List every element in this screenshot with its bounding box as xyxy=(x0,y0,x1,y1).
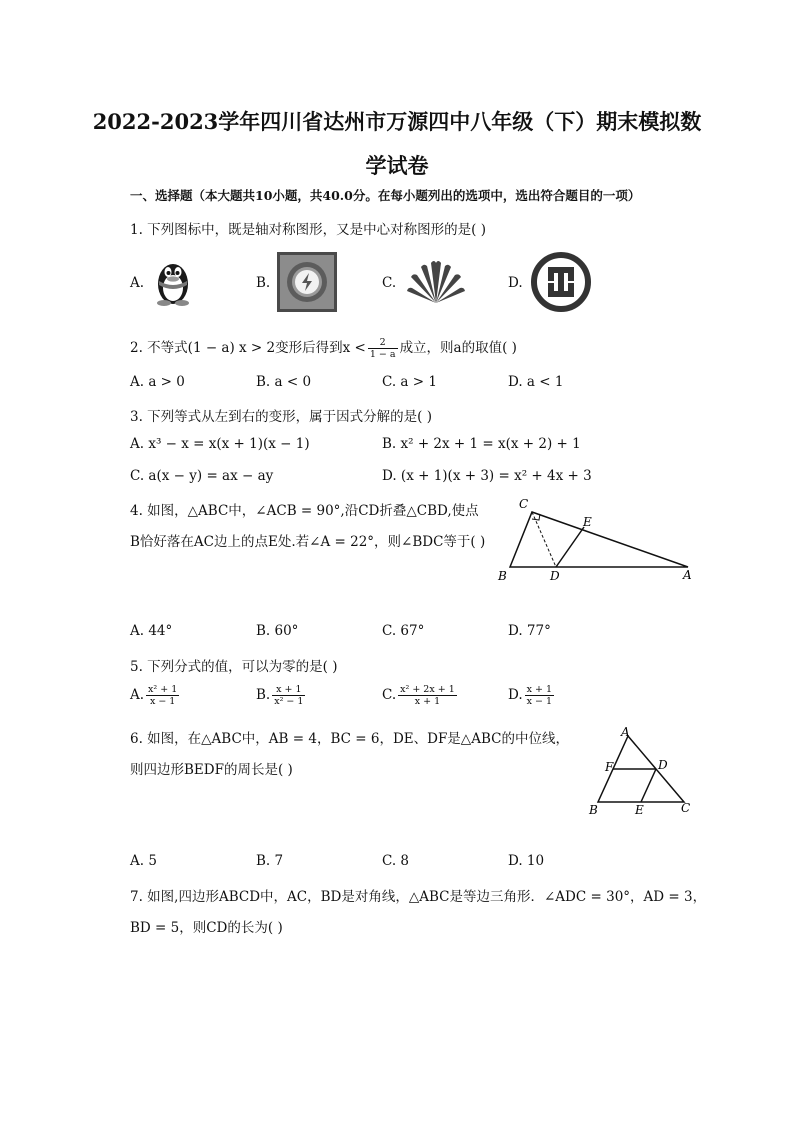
q5-option-a-label: A. xyxy=(130,687,145,703)
q6-triangle-figure xyxy=(580,722,700,822)
q6-label-a: A xyxy=(621,725,630,739)
question-4-line2: B恰好落在AC边上的点E处.若∠A = 22°，则∠BDC等于( ) xyxy=(130,534,486,550)
q4-label-c: C xyxy=(519,497,529,511)
q2-frac-den: 1 − a xyxy=(369,349,396,360)
q3-option-b: B. x² + 2x + 1 = x(x + 2) + 1 xyxy=(382,436,581,452)
q1-option-d-label: D. xyxy=(508,275,523,291)
q2-stem-post: 成立，则a的取值( ) xyxy=(399,340,517,356)
icbc-bank-icon xyxy=(530,251,592,313)
question-3-stem: 3. 下列等式从左到右的变形，属于因式分解的是( ) xyxy=(130,409,432,425)
q4-label-b: B xyxy=(498,569,507,583)
q5-option-d-label: D. xyxy=(508,687,523,703)
q5-option-a xyxy=(130,684,181,707)
section-header: 一、选择题（本大题共10小题，共40.0分。在每小题列出的选项中，选出符合题目的一项） xyxy=(130,188,641,203)
q4-label-e: E xyxy=(583,515,592,529)
q2-frac-num: 2 xyxy=(368,337,398,349)
q5-d-den: x − 1 xyxy=(526,696,553,707)
exam-title-line2: 学试卷 xyxy=(365,153,429,178)
q4-option-a: A. 44° xyxy=(130,623,173,639)
q6-label-e: E xyxy=(635,803,644,817)
q5-option-c xyxy=(382,684,459,707)
q5-option-b-label: B. xyxy=(256,687,271,703)
q6-label-c: C xyxy=(681,801,691,815)
q6-option-d: D. 10 xyxy=(508,853,545,869)
q6-option-b: B. 7 xyxy=(256,853,284,869)
q5-a-num: x² + 1 xyxy=(148,684,178,695)
q2-fraction xyxy=(368,337,398,360)
q5-b-num: x + 1 xyxy=(272,684,305,696)
q5-option-b xyxy=(256,684,307,707)
q2-stem-pre: 2. 不等式(1 − a) x > 2变形后得到x < xyxy=(130,340,366,356)
question-6-line2: 则四边形BEDF的周长是( ) xyxy=(130,762,293,778)
q6-label-d: D xyxy=(658,758,668,772)
q3-option-c: C. a(x − y) = ax − ay xyxy=(130,468,274,484)
q2-option-b: B. a < 0 xyxy=(256,374,312,390)
q4-triangle-figure xyxy=(490,492,700,587)
exam-title xyxy=(60,100,734,188)
q2-option-a: A. a > 0 xyxy=(130,374,185,390)
question-2-stem xyxy=(130,336,517,360)
question-7-line2: BD = 5，则CD的长为( ) xyxy=(130,920,283,936)
q5-d-num: x + 1 xyxy=(526,684,553,695)
q6-option-a: A. 5 xyxy=(130,853,157,869)
charging-symbol-icon xyxy=(277,252,337,312)
q3-option-d: D. (x + 1)(x + 3) = x² + 4x + 3 xyxy=(382,468,592,484)
q4-option-d: D. 77° xyxy=(508,623,551,639)
question-6-line1: 6. 如图，在△ABC中，AB = 4，BC = 6，DE、DF是△ABC的中位线， xyxy=(130,731,569,747)
q2-option-d: D. a < 1 xyxy=(508,374,564,390)
q5-option-d xyxy=(508,684,556,707)
q1-option-c-label: C. xyxy=(382,275,397,291)
q6-label-f: F xyxy=(605,760,614,774)
q5-b-den: x² − 1 xyxy=(274,696,304,707)
question-1-stem: 1. 下列图标中，既是轴对称图形，又是中心对称图形的是( ) xyxy=(130,222,486,238)
q6-option-c: C. 8 xyxy=(382,853,410,869)
question-4-line1: 4. 如图，△ABC中，∠ACB = 90°,沿CD折叠△CBD,使点 xyxy=(130,503,479,519)
question-7-line1: 7. 如图,四边形ABCD中，AC，BD是对角线，△ABC是等边三角形．∠ADC = 30°，AD = 3， xyxy=(130,889,707,905)
huawei-petal-icon xyxy=(405,257,467,307)
q4-label-d: D xyxy=(550,569,560,583)
q5-c-den: x + 1 xyxy=(414,696,441,707)
q5-option-c-label: C. xyxy=(382,687,397,703)
q4-option-b: B. 60° xyxy=(256,623,299,639)
q5-c-num: x² + 2x + 1 xyxy=(400,684,455,695)
exam-title-line1: 2022-2023学年四川省达州市万源四中八年级（下）期末模拟数 xyxy=(92,109,702,134)
q6-label-b: B xyxy=(589,803,598,817)
q1-option-a-label: A. xyxy=(130,275,145,291)
question-5-stem: 5. 下列分式的值，可以为零的是( ) xyxy=(130,659,338,675)
q2-option-c: C. a > 1 xyxy=(382,374,437,390)
qq-penguin-icon xyxy=(150,257,196,307)
q5-a-den: x − 1 xyxy=(149,696,176,707)
q3-option-a: A. x³ − x = x(x + 1)(x − 1) xyxy=(130,436,310,452)
q4-option-c: C. 67° xyxy=(382,623,425,639)
q4-label-a: A xyxy=(683,568,692,582)
q1-option-b-label: B. xyxy=(256,275,271,291)
